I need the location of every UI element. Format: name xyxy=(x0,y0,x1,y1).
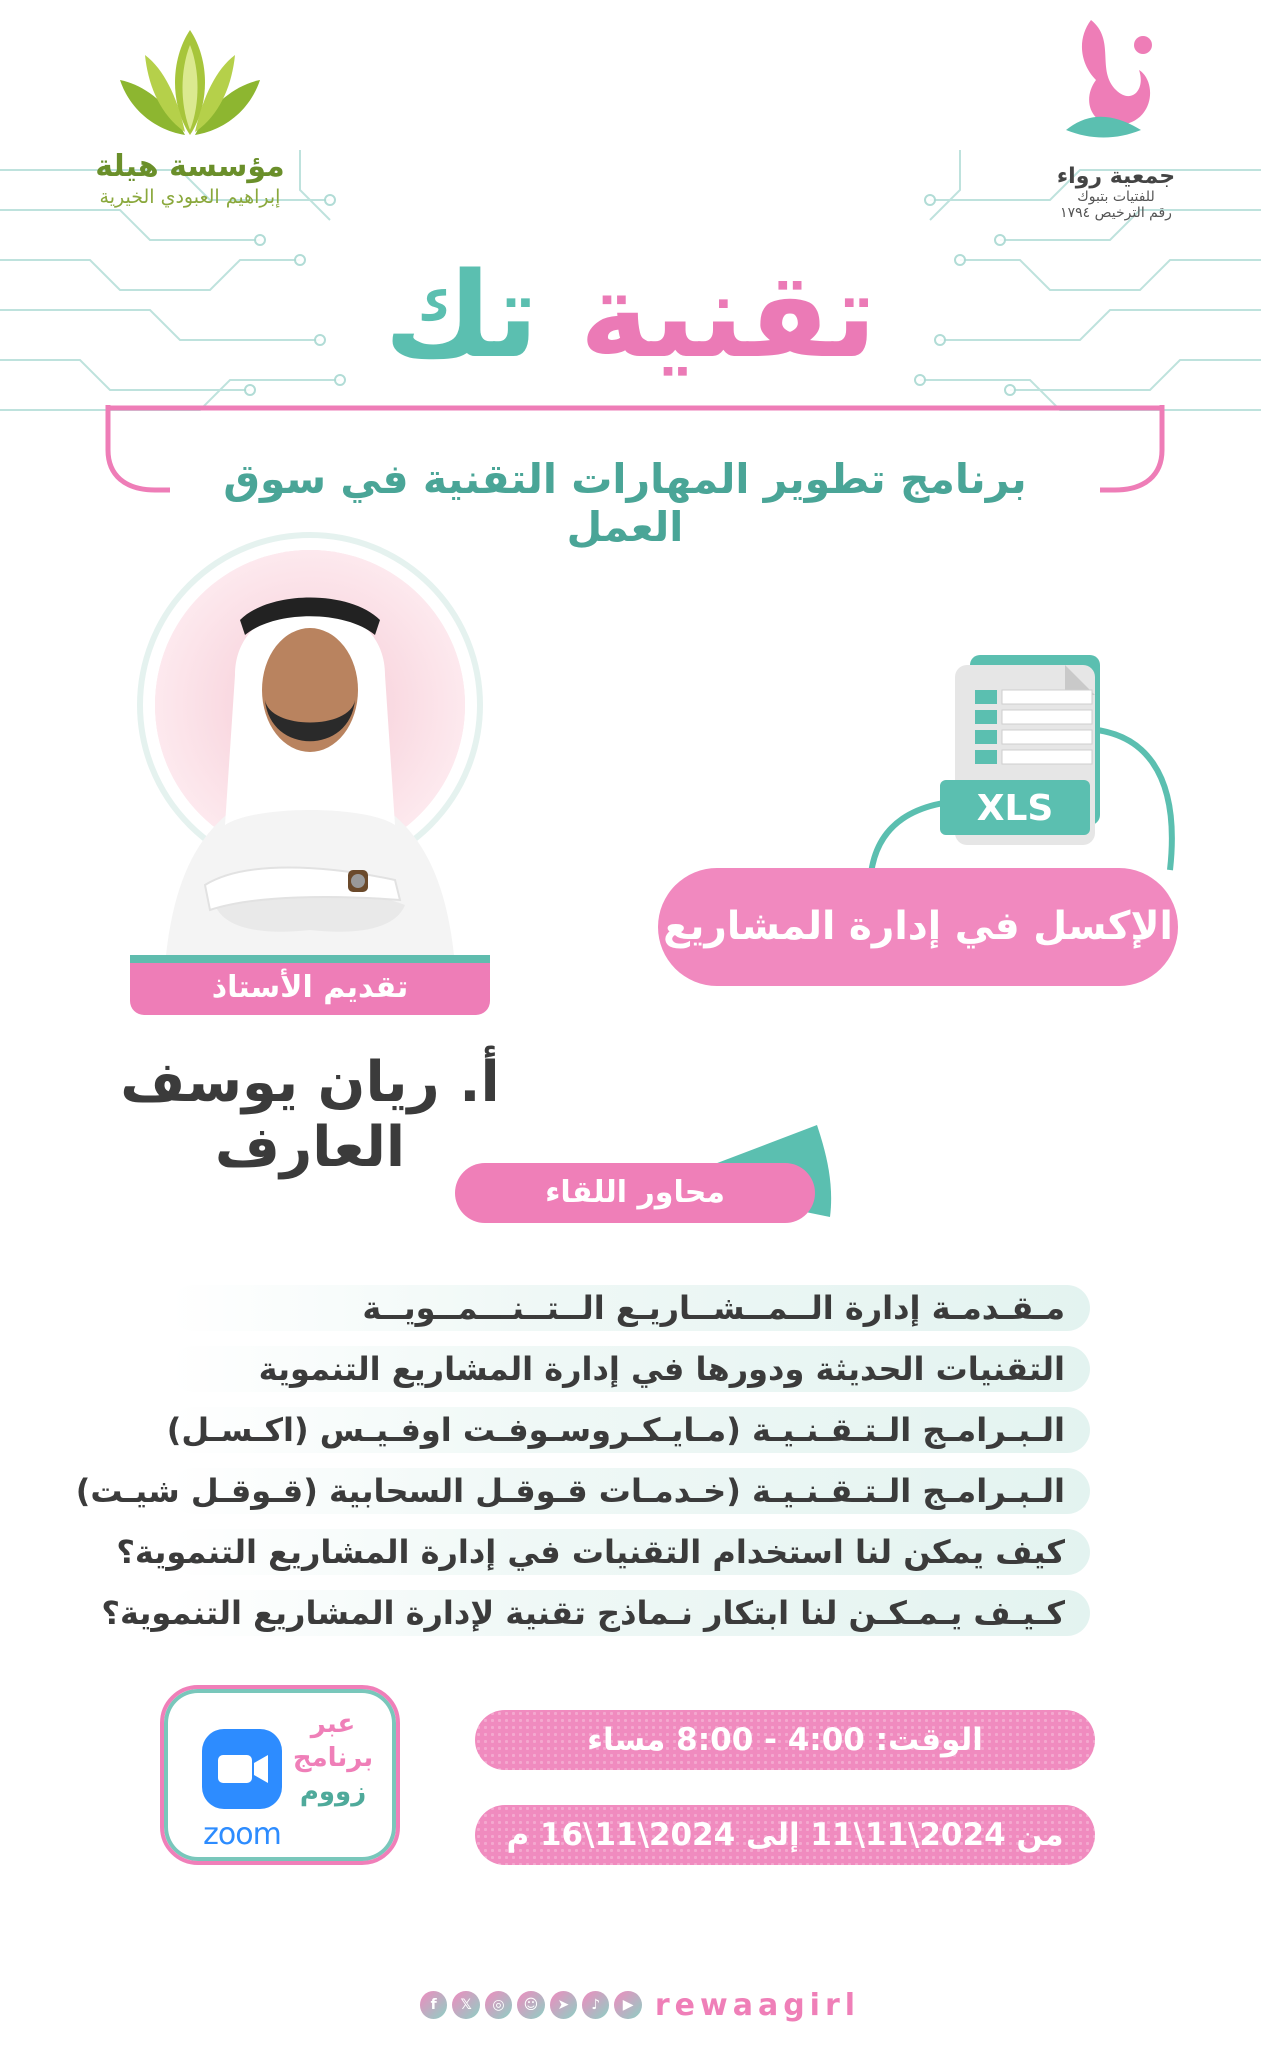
telegram-icon[interactable]: ➤ xyxy=(550,1991,577,2019)
facebook-icon[interactable]: f xyxy=(420,1991,447,2019)
page-title xyxy=(0,246,1261,384)
date-pill: من 2024\11\11 إلى 2024\11\16 م xyxy=(475,1805,1095,1865)
agenda-item-4: الـبـرامـج الـتـقـنـيـة (خـدمـات قـوقـل السحابية (قـوقـل شيـت) xyxy=(170,1468,1090,1514)
association-license: رقم الترخيص ١٧٩٤ xyxy=(1060,205,1172,221)
title-word-1: تقنية xyxy=(579,246,877,384)
tiktok-icon[interactable]: ♪ xyxy=(582,1991,609,2019)
spreadsheet-file-icon xyxy=(930,655,1130,870)
agenda-item-2: التقنيات الحديثة ودورها في إدارة المشاريع التنموية xyxy=(170,1346,1090,1392)
agenda-header: محاور اللقاء xyxy=(455,1163,815,1223)
agenda-item-1: مـقـدمـة إدارة الــمــشــاريـع الــتــنـــمــويــة xyxy=(170,1285,1090,1331)
instagram-icon[interactable]: ◎ xyxy=(485,1991,512,2019)
foundation-name: مؤسسة هيلة xyxy=(95,149,285,184)
youtube-icon[interactable]: ▶ xyxy=(614,1991,641,2019)
association-logo xyxy=(1041,10,1191,221)
presenter-name: أ. ريان يوسف العارف xyxy=(120,1050,500,1180)
zoom-camera-icon xyxy=(192,1729,292,1809)
zoom-wordmark: zoom xyxy=(203,1817,281,1852)
program-subtitle: برنامج تطوير المهارات التقنية في سوق العمل xyxy=(223,455,1027,551)
social-handle[interactable]: rewaagirl xyxy=(654,1987,861,2023)
agenda-item-5: كيف يمكن لنا استخدام التقنيات في إدارة المشاريع التنموية؟ xyxy=(170,1529,1090,1575)
platform-text xyxy=(288,1707,378,1809)
platform-line-2: برنامج xyxy=(292,1743,374,1773)
foundation-logo xyxy=(40,20,340,208)
snapchat-icon[interactable]: ☺ xyxy=(517,1991,544,2019)
time-pill: الوقت: 4:00 - 8:00 مساء xyxy=(475,1710,1095,1770)
agenda-list xyxy=(75,1285,1090,1651)
platform-line-1: عبر xyxy=(310,1709,356,1739)
platform-line-3: زووم xyxy=(299,1777,367,1807)
lotus-icon xyxy=(100,20,280,145)
title-word-2: تك xyxy=(384,246,539,384)
agenda-item-6: كـيـف يـمـكـن لنا ابتكار نـماذج تقنية لإدارة المشاريع التنموية؟ xyxy=(170,1590,1090,1636)
association-tagline: للفتيات بتبوك xyxy=(1077,189,1155,205)
agenda-item-3: الـبـرامـج الـتـقـنـيـة (مـايـكـروسـوفـت اوفـيـس (اكـسـل) xyxy=(170,1407,1090,1453)
foundation-subtitle: إبراهيم العبودي الخيرية xyxy=(99,186,281,208)
topic-title: الإكسل في إدارة المشاريع xyxy=(658,868,1178,986)
x-icon[interactable]: 𝕏 xyxy=(452,1991,479,2019)
rewaa-mark-icon xyxy=(1061,10,1171,160)
xls-label: XLS xyxy=(976,788,1054,829)
zoom-logo xyxy=(192,1729,292,1852)
association-name: جمعية رواء xyxy=(1056,164,1176,189)
social-footer xyxy=(420,1985,860,2025)
zoom-platform-card xyxy=(160,1685,400,1865)
presenter-label: تقديم الأستاذ xyxy=(130,955,490,1015)
